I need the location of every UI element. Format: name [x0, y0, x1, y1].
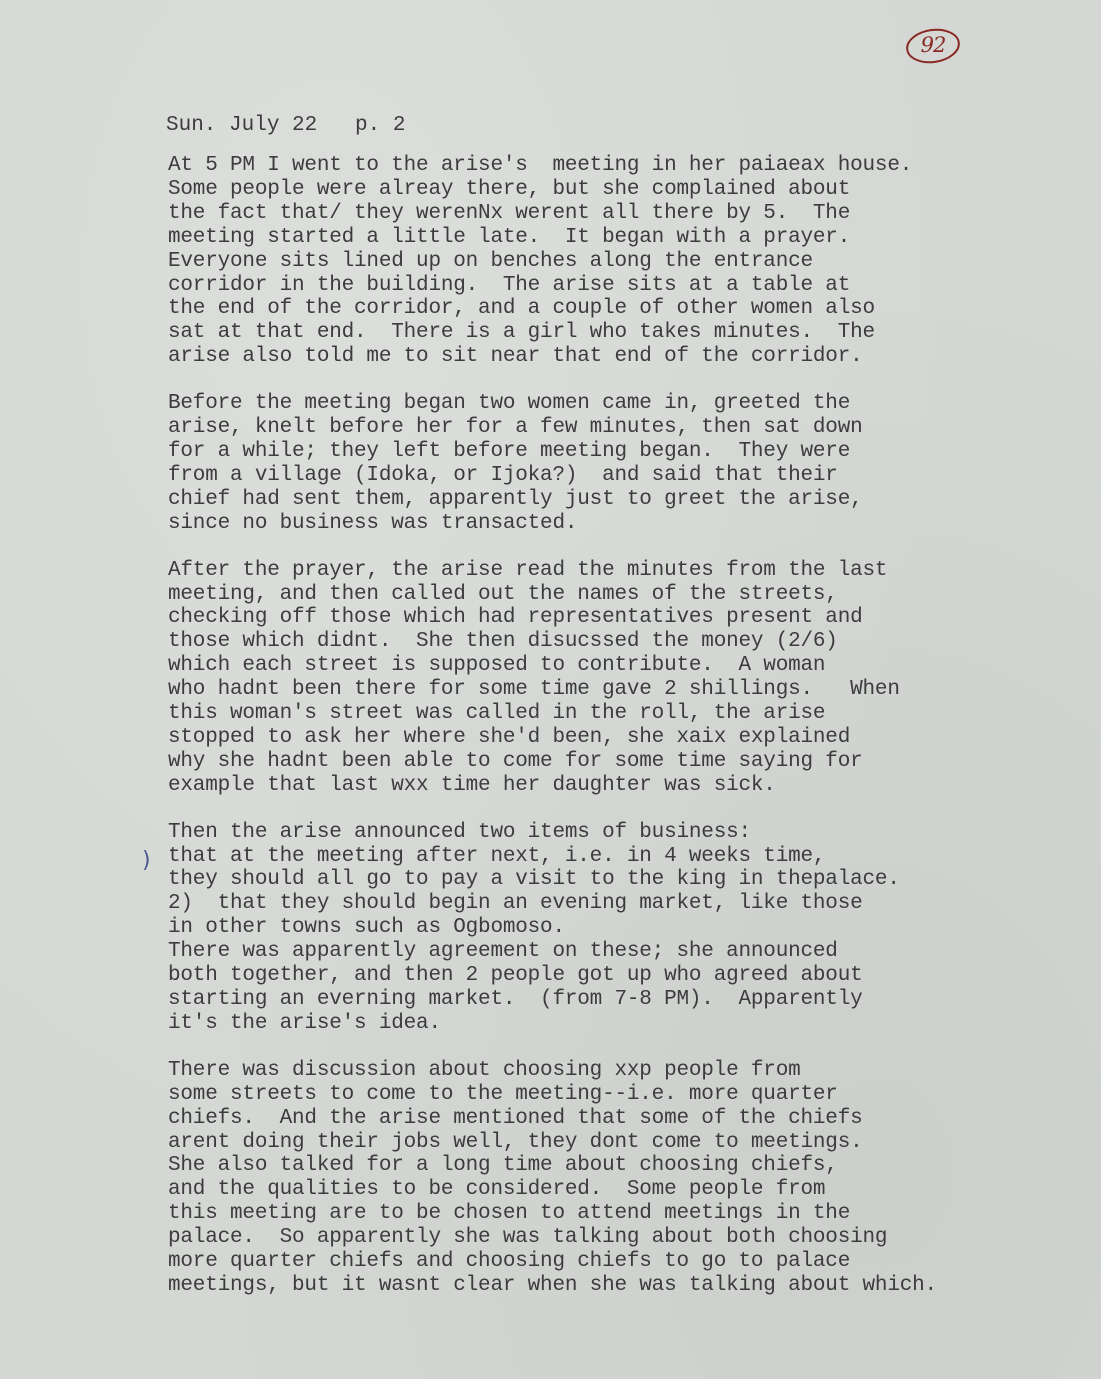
text-line: that at the meeting after next, i.e. in 4 weeks time, — [168, 844, 826, 868]
text-line: the end of the corridor, and a couple of other women also — [168, 297, 875, 321]
paragraph-2 — [168, 392, 1068, 535]
paragraph-4 — [168, 821, 1068, 1036]
paragraph-3 — [168, 559, 1068, 798]
text-line: in other towns such as Ogbomoso. — [168, 916, 565, 940]
text-line: arise also told me to sit near that end of the corridor. — [168, 345, 863, 369]
text-line: meetings, but it wasnt clear when she was talking about which. — [168, 1273, 937, 1297]
text-line: palace. So apparently she was talking about both choosing — [168, 1226, 888, 1250]
text-line: it's the arise's idea. — [168, 1011, 441, 1035]
text-line: and the qualities to be considered. Some people from — [168, 1178, 826, 1202]
text-line: they should all go to pay a visit to the king in thepalace. — [168, 868, 900, 892]
text-line: for a while; they left before meeting began. They were — [168, 439, 851, 463]
text-line: who hadnt been there for some time gave 2 shillings. When — [168, 678, 900, 702]
text-line: since no business was transacted. — [168, 511, 578, 535]
text-line: Some people were alreay there, but she complained about — [168, 177, 851, 201]
text-line: both together, and then 2 people got up who agreed about — [168, 964, 863, 988]
paragraph-1 — [168, 154, 1068, 369]
text-line: corridor in the building. The arise sits at a table at — [168, 273, 851, 297]
paragraph-5 — [168, 1059, 1068, 1298]
text-line: arent doing their jobs well, they dont come to meetings. — [168, 1130, 863, 1154]
text-line: At 5 PM I went to the arise's meeting in her paiaeax house. — [168, 154, 913, 177]
text-line: this meeting are to be chosen to attend meetings in the — [168, 1202, 851, 1226]
text-line: sat at that end. There is a girl who takes minutes. The — [168, 321, 875, 345]
text-line: why she hadnt been able to come for some time saying for — [168, 749, 863, 773]
text-line: chief had sent them, apparently just to greet the arise, — [168, 487, 863, 511]
text-line: which each street is supposed to contribute. A woman — [168, 654, 826, 678]
text-line: chiefs. And the arise mentioned that some of the chiefs — [168, 1106, 863, 1130]
text-line: There was apparently agreement on these; she announced — [168, 940, 838, 964]
text-line: from a village (Idoka, or Ijoka?) and said that their — [168, 463, 838, 487]
text-line: She also talked for a long time about choosing chiefs, — [168, 1154, 838, 1178]
text-line: the fact that/ they werenNx werent all there by 5. The — [168, 201, 851, 225]
text-line: those which didnt. She then disucssed the money (2/6) — [168, 630, 838, 654]
page-header: Sun. July 22 p. 2 — [166, 114, 406, 137]
margin-bracket-mark: ) — [142, 848, 151, 873]
text-line: meeting started a little late. It began with a prayer. — [168, 225, 851, 249]
text-line: stopped to ask her where she'd been, she xaix explained — [168, 725, 851, 749]
text-line: Everyone sits lined up on benches along the entrance — [168, 249, 813, 273]
text-line: example that last wxx time her daughter was sick. — [168, 773, 776, 797]
text-line: Then the arise announced two items of business: — [168, 820, 751, 844]
text-line: checking off those which had representatives present and — [168, 606, 863, 630]
text-line: meeting, and then called out the names of the streets, — [168, 582, 838, 606]
page-number-text: 92 — [920, 33, 946, 57]
text-line: There was discussion about choosing xxp people from — [168, 1058, 801, 1082]
text-line: Before the meeting began two women came in, greeted the — [168, 392, 851, 416]
text-line: After the prayer, the arise read the minutes from the last — [168, 558, 888, 582]
text-line: this woman's street was called in the roll, the arise — [168, 702, 826, 726]
text-line: starting an everning market. (from 7-8 PM). Apparently — [168, 988, 863, 1011]
document-body — [168, 154, 1068, 1321]
text-line: more quarter chiefs and choosing chiefs to go to palace — [168, 1250, 851, 1274]
text-line: some streets to come to the meeting--i.e. more quarter — [168, 1082, 838, 1106]
text-line: 2) that they should begin an evening market, like those — [168, 892, 863, 916]
text-line: arise, knelt before her for a few minutes, then sat down — [168, 416, 863, 440]
handwritten-page-number — [904, 26, 962, 66]
